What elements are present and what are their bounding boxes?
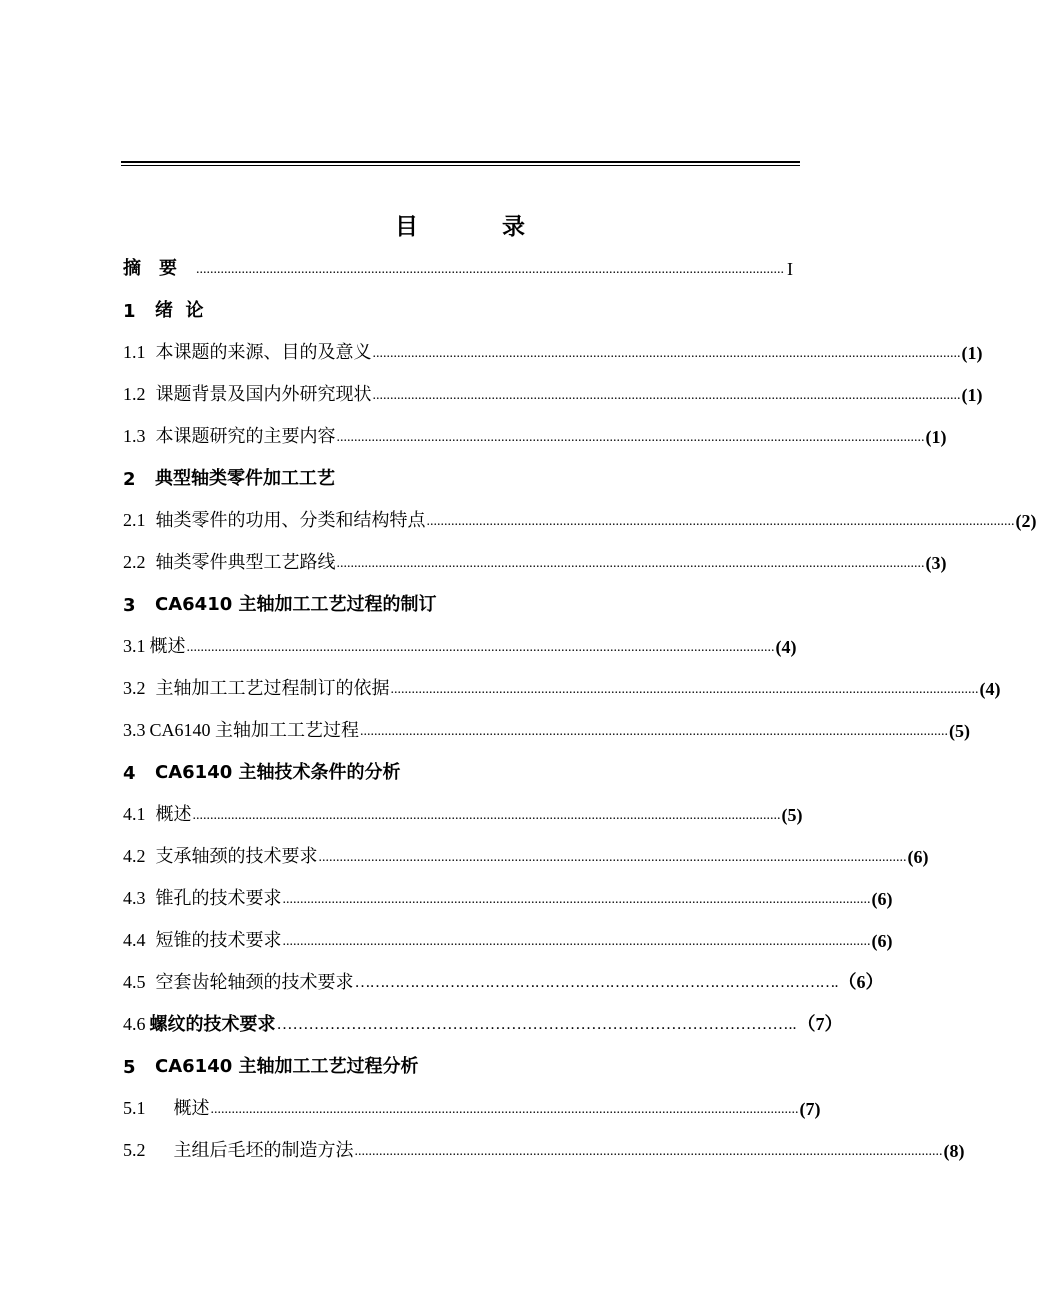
toc-section-3-1[interactable] (123, 628, 797, 658)
dot-leader: ........................................................................................................................................................................ (210, 1102, 799, 1117)
toc-entry-page: （6） (838, 972, 884, 992)
chapter-number: 5 (123, 1057, 136, 1078)
section-title: 螺纹的技术要求 (149, 1014, 276, 1034)
toc-entry-page: (1) (925, 427, 947, 447)
header-rule-thick (121, 161, 800, 163)
toc-entry-label: 摘要 (123, 258, 195, 279)
section-title: 支承轴颈的技术要求 (155, 846, 318, 866)
chapter-title: CA6140 主轴加工工艺过程分析 (155, 1056, 419, 1077)
toc-title: 目 录 (394, 214, 563, 240)
toc-entry-page: (5) (781, 805, 803, 825)
section-number: 4.3 (123, 888, 146, 908)
section-title: 主组后毛坯的制造方法 (173, 1140, 354, 1160)
toc-chapter-5[interactable] (123, 1048, 793, 1078)
toc-entry-page: (1) (961, 343, 983, 363)
toc-entry-page: (2) (1015, 511, 1037, 531)
toc-section-4-3[interactable] (123, 880, 893, 910)
toc-entry-page: (6) (907, 847, 929, 867)
toc-entry-page: (4) (775, 637, 797, 657)
dot-leader: ........................................................................................................................................................................ (336, 430, 925, 445)
toc-section-5-2[interactable] (123, 1132, 965, 1162)
dot-leader: ........................................................................................................................................................................ (336, 556, 925, 571)
toc-entry-page: (1) (961, 385, 983, 405)
chapter-title: 绪 论 (155, 300, 204, 321)
toc-entry-page: (6) (871, 931, 893, 951)
toc-entry-page: （7） (797, 1014, 843, 1034)
toc-section-3-2[interactable] (123, 670, 1001, 700)
section-number: 3.2 (123, 678, 146, 698)
toc-section-1-2[interactable] (123, 376, 983, 406)
toc-chapter-4[interactable] (123, 754, 793, 784)
chapter-title: CA6410 主轴加工工艺过程的制订 (155, 594, 437, 615)
dot-leader: ........................................................................................................................................................................ (372, 346, 961, 361)
toc-section-4-4[interactable] (123, 922, 893, 952)
section-number: 2.2 (123, 552, 146, 572)
dot-leader: ........................................................................................................................................................................ (196, 262, 784, 277)
chapter-title: CA6140 主轴技术条件的分析 (155, 762, 401, 783)
section-number: 5.1 (123, 1098, 146, 1118)
section-number: 1.1 (123, 342, 146, 362)
section-title: 本课题研究的主要内容 (155, 426, 336, 446)
dot-leader: ........................................................................................................................................................................ (390, 682, 979, 697)
section-title: 轴类零件典型工艺路线 (155, 552, 336, 572)
toc-entry-page: I (787, 259, 793, 279)
toc-chapter-1[interactable] (123, 292, 793, 322)
section-number: 4.6 (123, 1014, 146, 1034)
chapter-number: 1 (123, 301, 136, 322)
dot-leader: ........................................................................................................................................................................ (360, 724, 949, 739)
chapter-number: 4 (123, 763, 136, 784)
section-title: 概述 (149, 636, 186, 656)
toc-section-5-1[interactable] (123, 1090, 821, 1120)
section-title: 课题背景及国内外研究现状 (155, 384, 372, 404)
section-title: 轴类零件的功用、分类和结构特点 (155, 510, 426, 530)
toc-chapter-3[interactable] (123, 586, 793, 616)
section-title: 锥孔的技术要求 (155, 888, 282, 908)
section-number: 4.1 (123, 804, 146, 824)
dot-leader: ........................................................................................................................................................................ (372, 388, 961, 403)
dot-leader: ........................................................................................................................................................................ (186, 640, 775, 655)
toc-section-2-1[interactable] (123, 502, 1037, 532)
toc-entry-abstract[interactable] (123, 250, 793, 280)
toc-section-1-1[interactable] (123, 334, 983, 364)
dot-leader: ........................................................................................................................................................................ (192, 808, 781, 823)
section-number: 3.3 (123, 720, 146, 740)
toc-entry-page: (5) (949, 721, 971, 741)
toc-section-2-2[interactable] (123, 544, 947, 574)
section-number: 5.2 (123, 1140, 146, 1160)
dot-leader: ……………………………………………………………………………………. (354, 974, 838, 991)
toc-section-4-2[interactable] (123, 838, 929, 868)
section-number: 1.2 (123, 384, 146, 404)
chapter-title: 典型轴类零件加工工艺 (155, 468, 335, 489)
toc-entry-page: (8) (943, 1141, 965, 1161)
dot-leader: ........................................................................................................................................................................ (282, 934, 871, 949)
toc-section-3-3[interactable] (123, 712, 971, 742)
dot-leader: ........................................................................................................................................................................ (426, 514, 1015, 529)
dot-leader: ........................................................................................................................................................................ (354, 1144, 943, 1159)
section-title: CA6140 主轴加工工艺过程 (149, 720, 360, 740)
toc-section-1-3[interactable] (123, 418, 947, 448)
section-number: 1.3 (123, 426, 146, 446)
section-title: 主轴加工工艺过程制订的依据 (155, 678, 390, 698)
toc-section-4-5[interactable] (123, 964, 884, 994)
dot-leader: …………………………………………………………………………………….. (276, 1016, 797, 1033)
section-number: 3.1 (123, 636, 146, 656)
section-number: 4.2 (123, 846, 146, 866)
section-title: 短锥的技术要求 (155, 930, 282, 950)
toc-entry-page: (3) (925, 553, 947, 573)
dot-leader: ........................................................................................................................................................................ (318, 850, 907, 865)
dot-leader: ........................................................................................................................................................................ (282, 892, 871, 907)
section-title: 概述 (173, 1098, 210, 1118)
header-rule-thin (121, 165, 800, 166)
toc-section-4-1[interactable] (123, 796, 803, 826)
chapter-number: 2 (123, 469, 136, 490)
section-title: 空套齿轮轴颈的技术要求 (155, 972, 354, 992)
section-title: 本课题的来源、目的及意义 (155, 342, 372, 362)
toc-section-4-6[interactable] (123, 1006, 843, 1036)
toc-entry-page: (7) (799, 1099, 821, 1119)
section-number: 2.1 (123, 510, 146, 530)
toc-chapter-2[interactable] (123, 460, 793, 490)
section-title: 概述 (155, 804, 192, 824)
section-number: 4.5 (123, 972, 146, 992)
chapter-number: 3 (123, 595, 136, 616)
section-number: 4.4 (123, 930, 146, 950)
toc-entry-page: (6) (871, 889, 893, 909)
toc-entry-page: (4) (979, 679, 1001, 699)
